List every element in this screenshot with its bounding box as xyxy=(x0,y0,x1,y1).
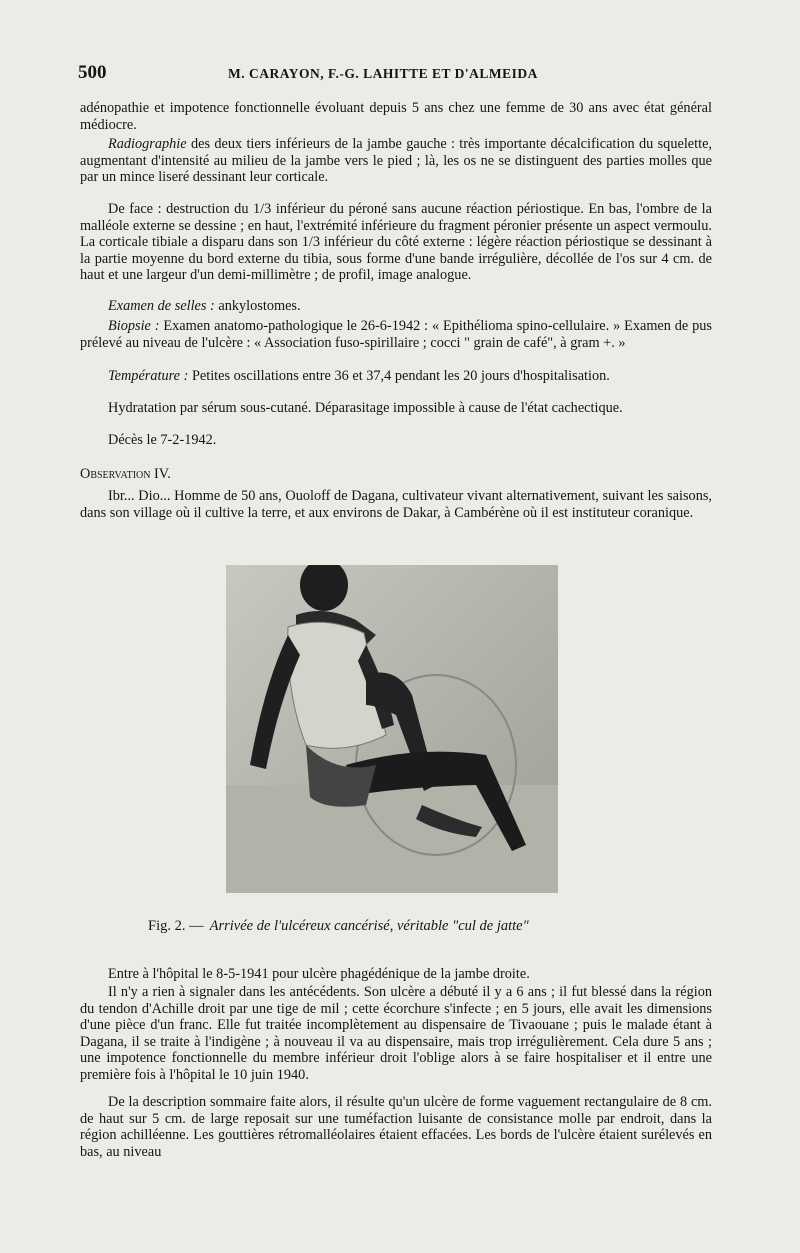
paragraph-adenopathie: adénopathie et impotence fonctionnelle évoluant depuis 5 ans chez une femme de 30 ans avec état général médiocre. xyxy=(80,100,712,133)
label-temperature: Température : xyxy=(108,368,189,384)
label-selles: Examen de selles : xyxy=(108,298,215,314)
paragraph-radiographie xyxy=(80,136,712,186)
text-temperature: Petites oscillations entre 36 et 37,4 pendant les 20 jours d'hospitalisation. xyxy=(191,368,610,384)
patient-photo-illustration xyxy=(226,565,558,893)
paragraph-antecedents: Il n'y a rien à signaler dans les antécédents. Son ulcère a débuté il y a 6 ans ; il fut blessé dans la région du tendon d'Achille droit par une tige de mil ; cette écorchure s'infecte ; en 5 jours, elle avait les dimensions d'une pièce d'un franc. Elle fut traitée incomplètement au dispensaire de Tivaouane ; puis le malade étant à Dagana, il se traite à l'indigène ; à nouveau il va au dispensaire, mais trop irrégulièrement. Cela dure 5 ans ; une impotence fonctionnelle du membre inférieur droit l'oblige alors à se faire hospitaliser et il entre une première fois à l'hôpital le 10 juin 1940. xyxy=(80,984,712,1083)
running-title: M. CARAYON, F.-G. LAHITTE ET D'ALMEIDA xyxy=(228,66,538,81)
page-header xyxy=(78,62,718,86)
paragraph-deces: Décès le 7-2-1942. xyxy=(108,432,217,448)
paragraph-biopsie xyxy=(80,318,712,351)
figure-caption xyxy=(148,918,529,935)
paragraph-description: De la description sommaire faite alors, il résulte qu'un ulcère de forme vaguement rectangulaire de 8 cm. de haut sur 5 cm. de large reposait sur une tuméfaction luisante de consistance molle par endroit, dans la région achilléenne. Les gouttières rétromalléolaires étaient effacées. Les bords de l'ulcère étaient surélevés en bas, au niveau xyxy=(80,1094,712,1160)
label-biopsie: Biopsie : xyxy=(108,318,160,334)
figure-caption-text: Arrivée de l'ulcéreux cancérisé, véritable "cul de jatte" xyxy=(209,918,529,934)
paragraph-de-face: De face : destruction du 1/3 inférieur du péroné sans aucune réaction périostique. En bas, l'ombre de la malléole externe se dessine ; en haut, l'extrémité inférieure du fragment péronier présente un aspect vermoulu. La corticale tibiale a disparu dans son 1/3 inférieur du côté externe : légère réaction périostique se dessinant à la partie moyenne du bord externe du tibia, sous forme d'une bande irrégulière, décollée de l'os sur 4 cm. de haut et une largeur d'un demi-millimètre ; de profil, image analogue. xyxy=(80,201,712,284)
observation-heading: Observation IV. xyxy=(80,466,171,482)
text-selles: ankylostomes. xyxy=(218,298,301,314)
figure-number: Fig. 2. — xyxy=(148,918,204,934)
page-number: 500 xyxy=(78,62,107,83)
paragraph-observation-intro: Ibr... Dio... Homme de 50 ans, Ouoloff de Dagana, cultivateur vivant alternativement, suivant les saisons, dans son village où il cultive la terre, et aux environs de Dakar, à Cambérène où il est instituteur coranique. xyxy=(80,488,712,521)
paragraph-temperature xyxy=(80,368,712,385)
text-biopsie: Examen anatomo-pathologique le 26-6-1942 : « Epithélioma spino-cellulaire. » Examen de pus prélevé au niveau de l'ulcère : « Association fuso-spirillaire ; cocci " grain de café", à gram +. » xyxy=(80,318,712,351)
label-radiographie: Radiographie xyxy=(108,136,187,152)
patient-photograph xyxy=(226,565,558,893)
paragraph-hydratation: Hydratation par sérum sous-cutané. Déparasitage impossible à cause de l'état cachectique. xyxy=(108,400,623,416)
paragraph-entree: Entre à l'hôpital le 8-5-1941 pour ulcère phagédénique de la jambe droite. xyxy=(108,966,530,982)
paragraph-selles xyxy=(80,298,712,315)
text-radiographie: des deux tiers inférieurs de la jambe gauche : très importante décalcification du squelette, augmentant d'intensité au milieu de la jambe vers le pied ; là, les os ne se distinguent des parties molles que par un mince liseré dessinant leur corticale. xyxy=(80,136,712,186)
